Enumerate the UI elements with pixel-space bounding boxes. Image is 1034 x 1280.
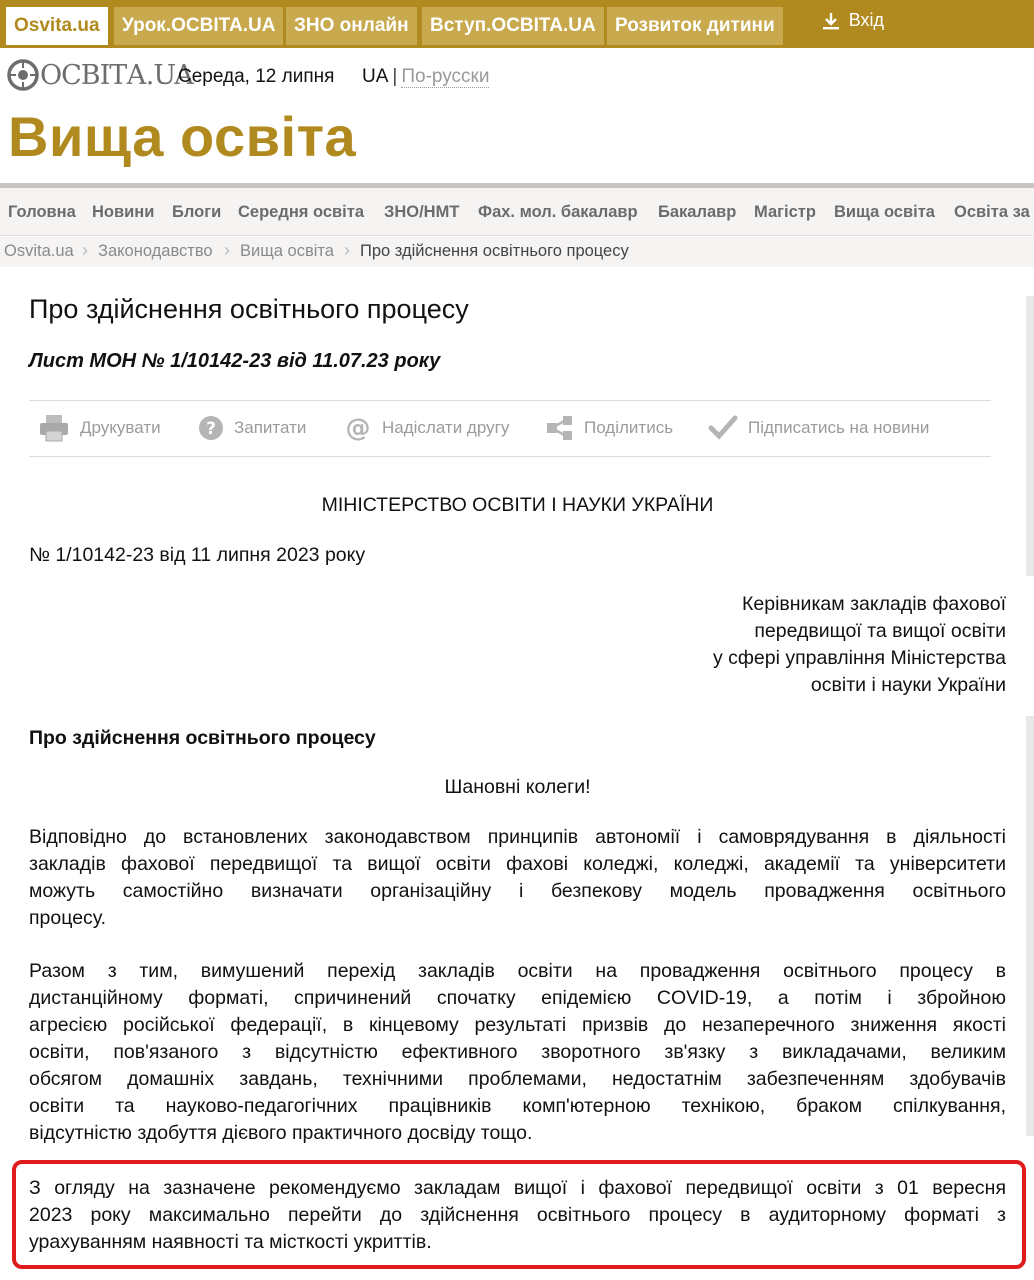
svg-text:@: @ <box>345 414 371 442</box>
paragraph-2 <box>29 958 1006 1147</box>
question-icon <box>198 415 224 441</box>
current-date: Середа, 12 липня <box>178 66 335 87</box>
top-tab-vstup[interactable]: Вступ.ОСВІТА.UA <box>422 7 604 45</box>
paragraph-line: Разом з тим, вимушений перехід закладів освіти на провадження освітнього процесу в <box>29 960 1006 982</box>
toolbar-divider-bottom <box>29 456 991 457</box>
print-button[interactable] <box>38 410 161 446</box>
paragraph-1 <box>29 824 1006 932</box>
addressee <box>500 591 1006 699</box>
top-tab-osvita[interactable]: Osvita.ua <box>6 7 108 45</box>
chevron-right-icon: › <box>224 240 230 260</box>
breadcrumb-current: Про здійснення освітнього процесу <box>360 242 629 260</box>
top-tab-rozvytok[interactable]: Розвиток дитини <box>607 7 783 45</box>
article-subtitle: Лист МОН № 1/10142-23 від 11.07.23 року <box>29 350 441 372</box>
addressee-line: передвищої та вищої освіти <box>754 620 1006 642</box>
breadcrumb-home[interactable]: Osvita.ua <box>4 242 74 260</box>
breadcrumb-law[interactable]: Законодавство <box>98 242 213 260</box>
at-icon <box>344 414 372 442</box>
checkmark-icon <box>708 415 738 441</box>
paragraph-line: Відповідно до встановлених законодавством принципів автономії і самоврядування в діяльності <box>29 826 1006 848</box>
paragraph-line: освіти та науково-педагогічних працівників комп'ютерною технікою, браком спілкування, <box>29 1095 1006 1117</box>
paragraph-line: процесу. <box>29 907 107 929</box>
site-logo[interactable] <box>6 56 193 94</box>
nav-item-secondary[interactable]: Середня освіта <box>238 203 365 221</box>
greeting: Шановні колеги! <box>444 776 591 798</box>
paragraph-line: З огляду на зазначене рекомендуємо закладам вищої і фахової передвищої освіти з 01 вересня <box>29 1177 1006 1199</box>
nav-item-home[interactable]: Головна <box>8 203 76 221</box>
paragraph-line: 2023 року максимально перейти до здійснення освітнього процесу в аудиторному форматі з <box>29 1204 1006 1226</box>
nav-item-junior-bachelor[interactable]: Фах. мол. бакалавр <box>478 203 638 221</box>
section-title: Вища освіта <box>8 105 357 168</box>
paragraph-line: освіти, пов'язаного з відсутністю ефективного зворотного зв'язку з викладачами, великим <box>29 1041 1006 1063</box>
login-link[interactable] <box>821 10 884 31</box>
nav-item-higher-ed[interactable]: Вища освіта <box>834 203 935 221</box>
top-bar <box>0 0 1034 48</box>
nav-item-bachelor[interactable]: Бакалавр <box>658 203 737 221</box>
nav-item-master[interactable]: Магістр <box>754 203 816 221</box>
svg-text:?: ? <box>206 419 216 439</box>
main-nav <box>0 188 1034 236</box>
share-button[interactable] <box>546 410 673 446</box>
addressee-line: у сфері управління Міністерства <box>712 647 1006 669</box>
paragraph-line: дистанційному форматі, спричинений спочатку епідемією COVID-19, а потім і збройною <box>29 987 1006 1009</box>
send-friend-label: Надіслати другу <box>382 418 510 437</box>
logo-text: ОСВІТА.UA <box>40 59 193 91</box>
addressee-line: освіти і науки України <box>810 674 1006 696</box>
nav-item-news[interactable]: Новини <box>92 203 155 221</box>
lang-current: UA <box>362 66 389 87</box>
paragraph-line: закладів фахової передвищої та вищої освіти фахові коледжі, коледжі, академії та університети <box>29 853 1006 875</box>
top-tab-urok[interactable]: Урок.ОСВІТА.UA <box>114 7 283 45</box>
top-tab-zno[interactable]: ЗНО онлайн <box>286 7 417 45</box>
paragraph-line: урахуванням наявності та місткості укриттів. <box>29 1231 432 1253</box>
share-label: Поділитись <box>584 418 674 437</box>
subscribe-button[interactable] <box>708 410 929 446</box>
nav-item-zno[interactable]: ЗНО/НМТ <box>384 203 460 221</box>
toolbar-divider-top <box>29 400 991 401</box>
login-label: Вхід <box>848 10 884 30</box>
logo-icon <box>6 58 40 92</box>
letter-number: № 1/10142-23 від 11 липня 2023 року <box>29 544 366 566</box>
paragraph-line: відсутністю здобуття дієвого практичного досвіду тощо. <box>29 1122 533 1144</box>
language-switch: UA | По-русски <box>362 66 490 87</box>
nav-item-blogs[interactable]: Блоги <box>172 203 222 221</box>
share-icon <box>546 415 574 441</box>
paragraph-line: агресією російської федерації, в кінцевому результаті призвів до незаперечного зниження якості <box>29 1014 1006 1036</box>
addressee-line: Керівникам закладів фахової <box>742 593 1006 615</box>
chevron-right-icon: › <box>344 240 350 260</box>
side-panel-edge <box>1026 716 1034 1136</box>
send-friend-button[interactable] <box>344 410 509 446</box>
ask-label: Запитати <box>234 418 307 437</box>
lang-ru-link[interactable]: По-русски <box>401 66 490 87</box>
ask-button[interactable] <box>198 410 306 446</box>
download-icon <box>821 11 841 31</box>
letter-heading: Про здійснення освітнього процесу <box>29 727 376 749</box>
paragraph-line: обсягом домашніх завдань, технічними проблемами, недостатнім забезпеченням здобувачів <box>29 1068 1006 1090</box>
breadcrumb-higher-ed[interactable]: Вища освіта <box>240 242 334 260</box>
page-title: Про здійснення освітнього процесу <box>29 294 469 324</box>
subscribe-label: Підписатись на новини <box>748 418 930 437</box>
breadcrumb <box>0 237 1034 267</box>
chevron-right-icon: › <box>82 240 88 260</box>
printer-icon <box>38 413 70 443</box>
highlight-box <box>12 1160 1026 1269</box>
paragraph-line: можуть самостійно визначати організаційну і безпекову модель провадження освітнього <box>29 880 1006 902</box>
ministry-name: МІНІСТЕРСТВО ОСВІТИ І НАУКИ УКРАЇНИ <box>321 494 714 516</box>
nav-item-education-abroad[interactable]: Освіта за <box>954 203 1030 221</box>
side-panel-edge <box>1026 296 1034 576</box>
print-label: Друкувати <box>80 418 161 437</box>
